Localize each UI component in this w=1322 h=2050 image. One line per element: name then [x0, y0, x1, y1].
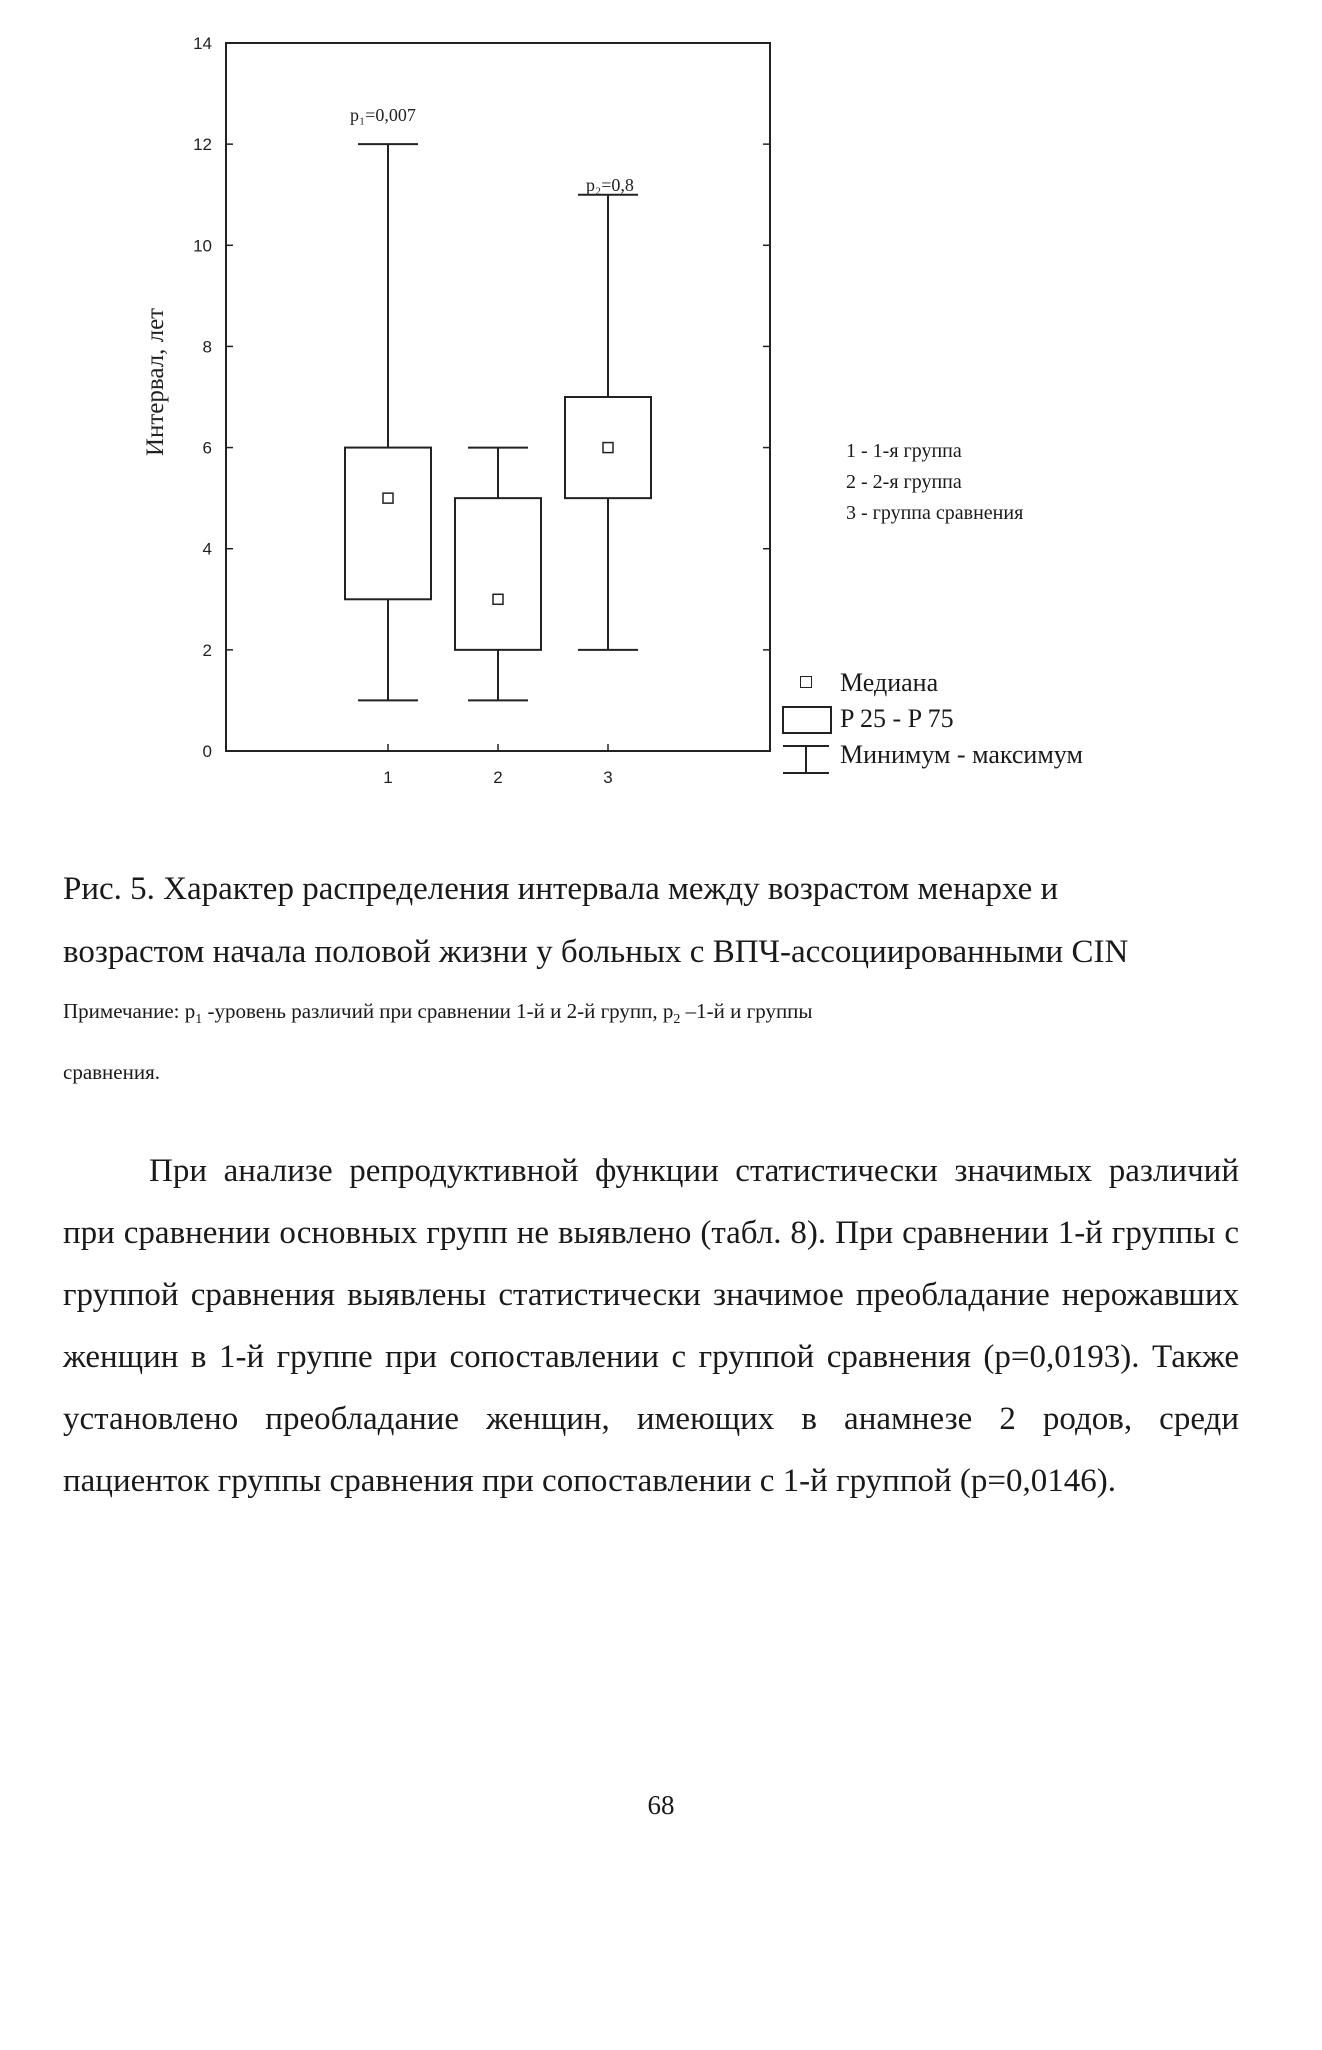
y-tick-label: 14: [193, 34, 212, 53]
median-marker: [493, 594, 503, 604]
y-tick-label: 4: [202, 539, 212, 559]
box-iqr: [345, 448, 431, 600]
x-tick-label: 1: [383, 768, 393, 787]
note-part-2: -уровень различий при сравнении 1-й и 2-й групп, p: [202, 999, 674, 1023]
y-tick-label: 0: [202, 742, 212, 761]
note-sub-1: 1: [195, 1012, 203, 1028]
body-paragraph-text: При анализе репродуктивной функции статистически значимых различий при сравнении основных групп не выявлено (табл. 8). При сравнении 1-й группы с группой сравнения выявлены статистически значимое преобладание нерожавших женщин в 1-й группе при сопоставлении с группой сравнения (p=0,0193). Также установлено преобладание женщин, имеющих в анамнезе 2 родов, среди пациенток группы сравнения при сопоставлении с 1-й группой (p=0,0146).: [63, 1153, 1239, 1499]
page-number: 68: [647, 1790, 675, 1820]
note-part-1: Примечание: p: [63, 999, 196, 1023]
box-marker-icon: [780, 701, 838, 737]
median-marker: [603, 443, 613, 453]
y-tick-label: 10: [193, 236, 212, 256]
group-legend: [846, 436, 1023, 529]
box-iqr: [455, 498, 541, 650]
key-legend-range-label: Минимум - максимум: [840, 740, 1083, 769]
figure-caption-line-2: возрастом начала половой жизни у больных с ВПЧ-ассоциированными CIN: [63, 934, 1129, 970]
figure-note: [63, 985, 1263, 1098]
key-legend-iqr-label: P 25 - P 75: [840, 704, 954, 733]
y-tick-label: 6: [202, 438, 212, 458]
p2-annotation: p₂=0,8: [586, 175, 634, 195]
figure-note-line-1: [63, 985, 1263, 1046]
group-legend-item-3: 3 - группа сравнения: [846, 502, 1024, 524]
whisker-marker-icon: [780, 737, 838, 773]
box-plot-figure: [0, 0, 1322, 800]
key-legend: [780, 665, 1140, 775]
body-paragraph: [63, 1140, 1239, 1512]
y-tick-label: 2: [202, 640, 212, 660]
figure-caption: [63, 858, 1263, 984]
y-tick-label: 12: [193, 135, 212, 155]
figure-note-line-2: сравнения.: [63, 1060, 161, 1085]
figure-caption-line-1: Рис. 5. Характер распределения интервала между возрастом менархе и: [63, 871, 1059, 907]
note-sub-2: 2: [673, 1012, 681, 1028]
key-legend-median-label: Медиана: [840, 668, 939, 697]
p1-annotation: p₁=0,007: [350, 105, 416, 125]
y-axis-label: Интервал, лет: [142, 307, 169, 457]
group-legend-item-1: 1 - 1-я группа: [846, 440, 962, 462]
group-legend-item-2: 2 - 2-я группа: [846, 471, 962, 493]
median-marker: [383, 493, 393, 503]
median-marker-icon: [780, 665, 838, 701]
x-tick-label: 2: [493, 768, 503, 787]
x-tick-label: 3: [603, 768, 613, 787]
y-tick-label: 8: [202, 337, 212, 357]
note-part-3: –1-й и группы: [680, 999, 813, 1023]
